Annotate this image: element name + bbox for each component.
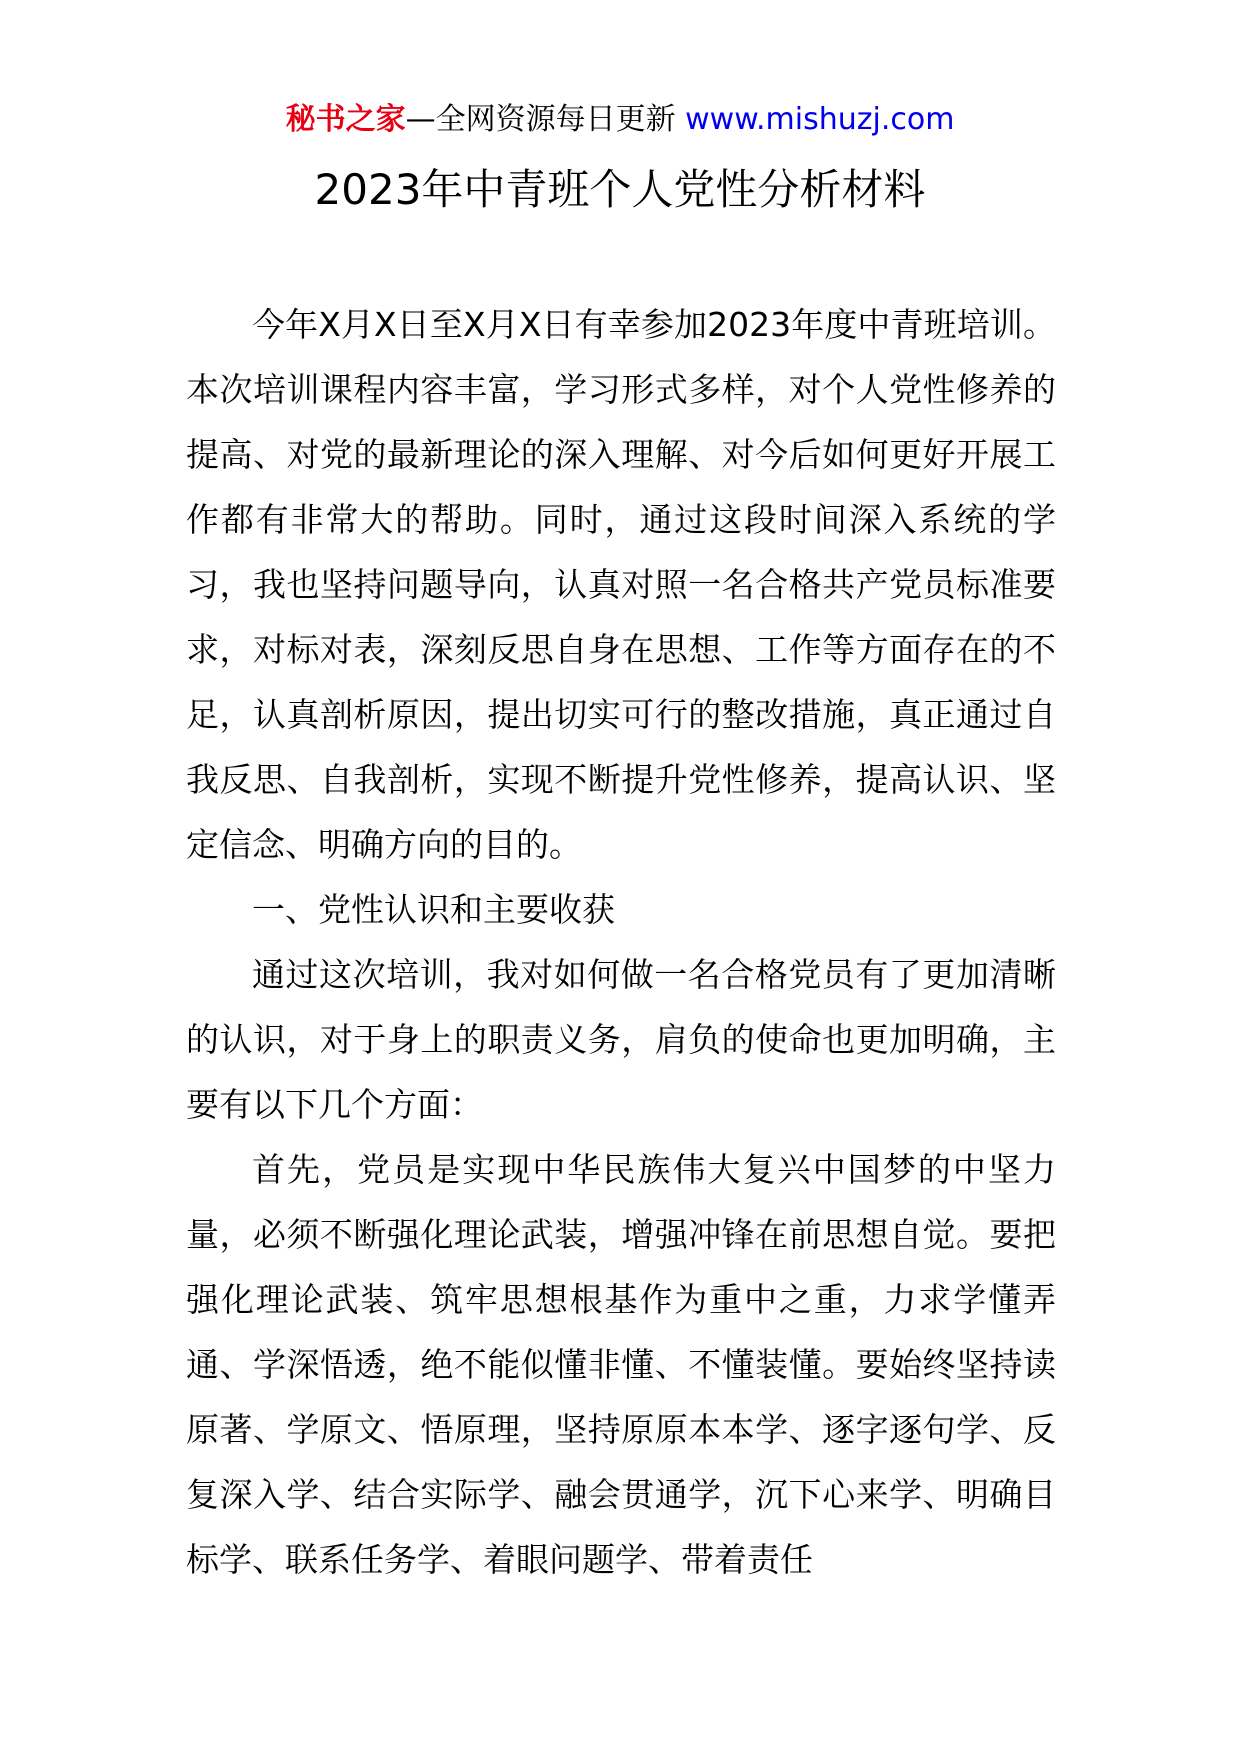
site-header	[0, 100, 1240, 140]
document-body	[186, 292, 1056, 1592]
intro-paragraph: 今年X月X日至X月X日有幸参加2023年度中青班培训。本次培训课程内容丰富，学习形式多样，对个人党性修养的提高、对党的最新理论的深入理解、对今后如何更好开展工作都有非常大的帮助。同时，通过这段时间深入系统的学习，我也坚持问题导向，认真对照一名合格共产党员标准要求，对标对表，深刻反思自身在思想、工作等方面存在的不足，认真剖析原因，提出切实可行的整改措施，真正通过自我反思、自我剖析，实现不断提升党性修养，提高认识、坚定信念、明确方向的目的。	[186, 305, 1056, 864]
site-url-link[interactable]: www.mishuzj.com	[685, 102, 955, 137]
site-name: 秘书之家	[285, 102, 406, 137]
site-tagline: —全网资源每日更新	[405, 102, 686, 137]
section-paragraph: 通过这次培训，我对如何做一名合格党员有了更加清晰的认识，对于身上的职责义务，肩负的使命也更加明确，主要有以下几个方面：	[186, 955, 1056, 1124]
first-point-paragraph: 首先，党员是实现中华民族伟大复兴中国梦的中坚力量，必须不断强化理论武装，增强冲锋在前思想自觉。要把强化理论武装、筑牢思想根基作为重中之重，力求学懂弄通、学深悟透，绝不能似懂非懂、不懂装懂。要始终坚持读原著、学原文、悟原理，坚持原原本本学、逐字逐句学、反复深入学、结合实际学、融会贯通学，沉下心来学、明确目标学、联系任务学、着眼问题学、带着责任	[186, 1150, 1056, 1579]
section-heading: 一、党性认识和主要收获	[252, 890, 615, 929]
document-title: 2023年中青班个人党性分析材料	[314, 165, 926, 214]
